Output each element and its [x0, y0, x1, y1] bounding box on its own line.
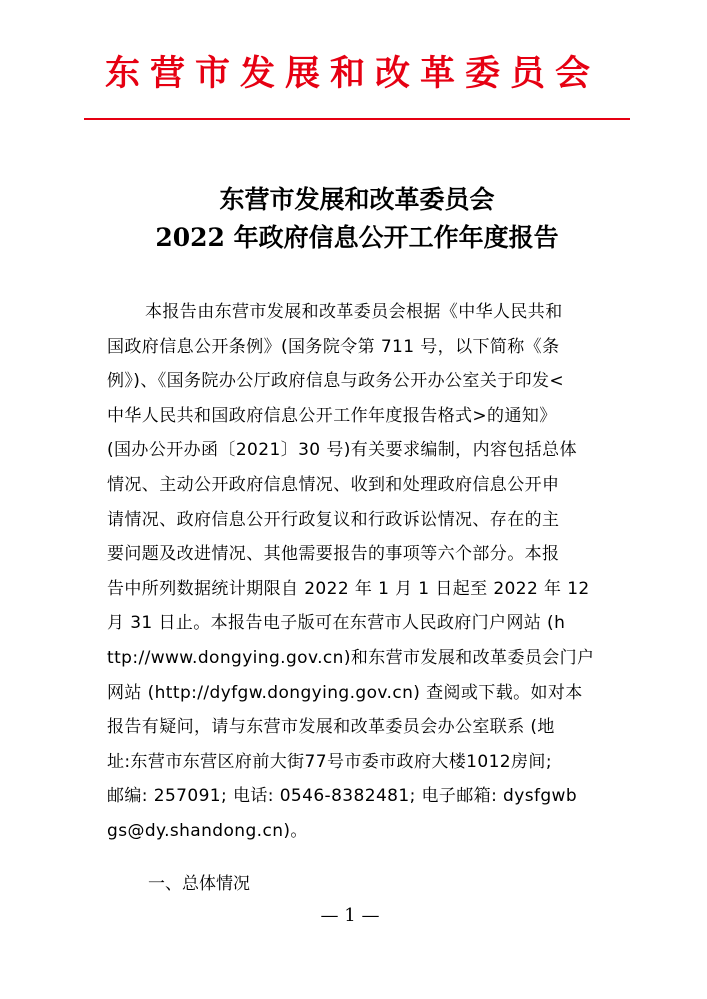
org-masthead: 东营市发展和改革委员会	[105, 53, 601, 94]
paragraph-line: 要问题及改进情况、其他需要报告的事项等六个部分。本报	[107, 544, 560, 565]
paragraph-line: 请情况、政府信息公开行政复议和行政诉讼情况、存在的主	[107, 509, 560, 530]
document-title-line2: 2022 年政府信息公开工作年度报告	[155, 223, 559, 252]
paragraph-line: 中华人民共和国政府信息公开工作年度报告格式>的通知》	[107, 405, 557, 426]
paragraph-line: 情况、主动公开政府信息情况、收到和处理政府信息公开申	[107, 474, 560, 495]
paragraph-line: (国办公开办函〔2021〕30 号)有关要求编制，内容包括总体	[107, 440, 577, 461]
paragraph-line: 网站 (http://dyfgw.dongying.gov.cn) 查阅或下载。如对本	[107, 682, 583, 703]
paragraph-line: gs@dy.shandong.cn)。	[107, 820, 308, 841]
paragraph-line: 告中所列数据统计期限自 2022 年 1 月 1 日起至 2022 年 12	[107, 578, 590, 599]
paragraph-line: 本报告由东营市发展和改革委员会根据《中华人民共和	[145, 302, 563, 322]
section-heading: 一、总体情况	[148, 874, 250, 894]
paragraph-line: 国政府信息公开条例》(国务院令第 711 号，以下简称《条	[107, 336, 560, 357]
report-intro-paragraph	[107, 295, 617, 849]
paragraph-line: 例》)、《国务院办公厅政府信息与政务公开办公室关于印发<	[107, 371, 565, 392]
paragraph-line: 月 31 日止。本报告电子版可在东营市人民政府门户网站 (h	[107, 613, 566, 634]
paragraph-line: ttp://www.dongying.gov.cn)和东营市发展和改革委员会门户	[107, 647, 595, 668]
document-title-line1: 东营市发展和改革委员会	[219, 185, 495, 214]
paragraph-line: 址:东营市东营区府前大街77号市委市政府大楼1012房间;	[107, 751, 552, 772]
page-number: — 1 —	[320, 905, 380, 926]
paragraph-line: 邮编: 257091; 电话: 0546-8382481; 电子邮箱: dysfgwb	[107, 786, 578, 807]
paragraph-line: 报告有疑问，请与东营市发展和改革委员会办公室联系 (地	[107, 717, 555, 738]
header-red-rule	[84, 118, 630, 120]
